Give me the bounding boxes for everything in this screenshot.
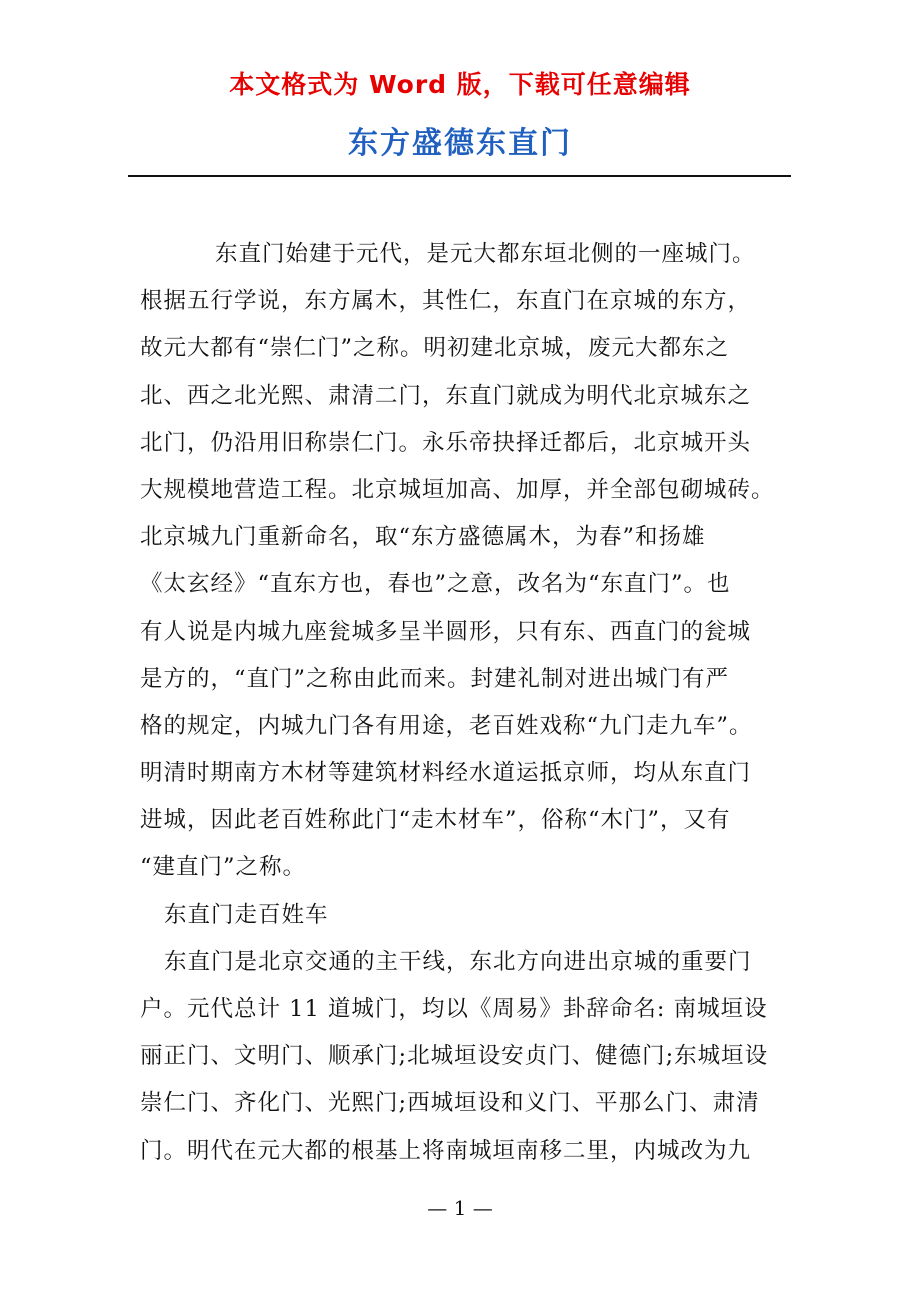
paragraph-line: 格的规定，内城九门各有用途，老百姓戏称“九门走九车”。 xyxy=(140,712,753,739)
paragraph-line: 东直门是北京交通的主干线，东北方向进出京城的重要门 xyxy=(164,948,752,975)
paragraph-line: 《太玄经》“直东方也，春也”之意，改名为“东直门”。也 xyxy=(140,571,731,598)
paragraph-line: “建直门”之称。 xyxy=(140,854,307,881)
document-title: 东方盛德东直门 xyxy=(348,126,572,161)
paragraph-line: 大规模地营造工程。北京城垣加高、加厚，并全部包砌城砖。 xyxy=(140,476,775,503)
paragraph-line: 有人说是内城九座瓮城多呈半圆形，只有东、西直门的瓮城 xyxy=(140,618,752,645)
paragraph-line: 北京城九门重新命名，取“东方盛德属木，为春”和扬雄 xyxy=(140,524,706,551)
paragraph-line: 明清时期南方木材等建筑材料经水道运抵京师，均从东直门 xyxy=(140,760,752,787)
paragraph-line: 根据五行学说，东方属木，其性仁，东直门在京城的东方， xyxy=(140,288,752,315)
section-heading: 东直门走百姓车 xyxy=(164,901,329,928)
page-number: — 1 — xyxy=(427,1196,493,1220)
paragraph-line: 北门，仍沿用旧称崇仁门。永乐帝抉择迁都后，北京城开头 xyxy=(140,429,752,456)
paragraph-line: 丽正门、文明门、顺承门;北城垣设安贞门、健德门;东城垣设 xyxy=(140,1043,769,1070)
paragraph-line: 故元大都有“崇仁门”之称。明初建北京城，废元大都东之 xyxy=(140,335,730,362)
title-divider xyxy=(128,175,791,177)
word-format-notice: 本文格式为 Word 版，下载可任意编辑 xyxy=(229,70,691,99)
paragraph-line: 东直门始建于元代，是元大都东垣北侧的一座城门。 xyxy=(215,241,756,267)
paragraph-line: 北、西之北光熙、肃清二门，东直门就成为明代北京城东之 xyxy=(140,382,752,409)
paragraph-line: 门。明代在元大都的根基上将南城垣南移二里，内城改为九 xyxy=(140,1137,752,1164)
paragraph-line: 是方的，“直门”之称由此而来。封建礼制对进出城门有严 xyxy=(140,665,730,692)
paragraph-line: 崇仁门、齐化门、光熙门;西城垣设和义门、平那么门、肃清 xyxy=(140,1090,760,1117)
paragraph-line: 户。元代总计 11 道城门，均以《周易》卦辞命名: 南城垣设 xyxy=(140,996,768,1022)
paragraph-line: 进城，因此老百姓称此门“走木材车”，俗称“木门”，又有 xyxy=(140,807,731,834)
article-body xyxy=(140,231,790,1175)
